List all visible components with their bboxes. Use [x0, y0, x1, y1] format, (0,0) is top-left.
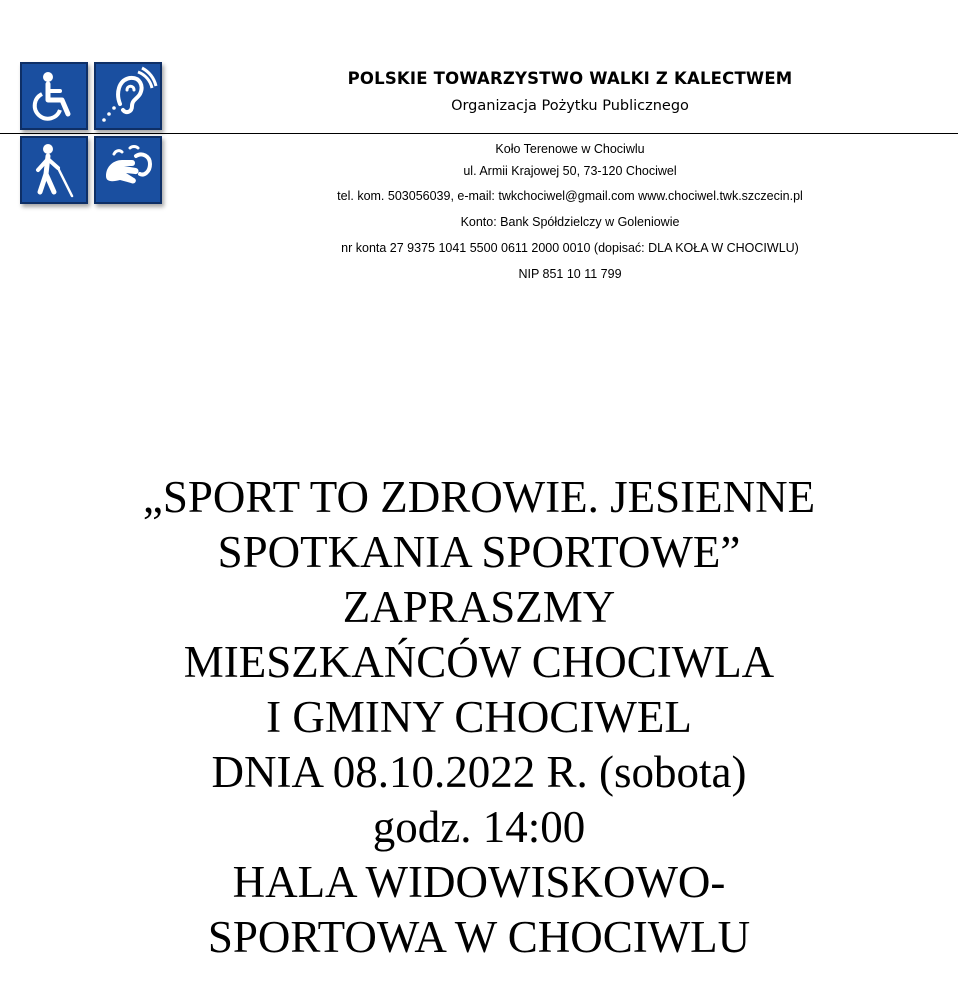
event-time: godz. 14:00	[372, 802, 586, 852]
venue-line-2: SPORTOWA W CHOCIWLU	[207, 912, 751, 962]
event-title-line-2: SPOTKANIA SPORTOWE”	[217, 527, 741, 577]
sign-language-icon	[94, 136, 162, 204]
nip-number: NIP 851 10 11 799	[518, 267, 622, 281]
event-date: DNIA 08.10.2022 R. (sobota)	[211, 747, 747, 797]
branch-name: Koło Terenowe w Chociwlu	[495, 142, 645, 156]
invitation-line: ZAPRASZMY	[342, 582, 616, 632]
venue-line-1: HALA WIDOWISKOWO-	[232, 857, 726, 907]
announcement	[0, 470, 958, 965]
header-divider	[0, 133, 958, 134]
organization-subtitle: Organizacja Pożytku Publicznego	[451, 98, 689, 114]
audience-line-1: MIESZKAŃCÓW CHOCIWLA	[183, 637, 775, 687]
organization-logo	[20, 62, 168, 210]
bank-name: Konto: Bank Spółdzielczy w Goleniowie	[460, 215, 680, 229]
hearing-icon	[94, 62, 162, 130]
audience-line-2: I GMINY CHOCIWEL	[266, 692, 692, 742]
account-number: nr konta 27 9375 1041 5500 0611 2000 0010 (dopisać: DLA KOŁA W CHOCIWLU)	[341, 241, 799, 255]
wheelchair-icon	[20, 62, 88, 130]
contact-line: tel. kom. 503056039, e-mail: twkchociwel@gmail.com www.chociwel.twk.szczecin.pl	[337, 189, 803, 203]
blind-walker-icon	[20, 136, 88, 204]
organization-name: POLSKIE TOWARZYSTWO WALKI Z KALECTWEM	[347, 69, 793, 88]
address: ul. Armii Krajowej 50, 73-120 Chociwel	[463, 164, 677, 178]
event-title-line-1: „SPORT TO ZDROWIE. JESIENNE	[142, 472, 816, 522]
